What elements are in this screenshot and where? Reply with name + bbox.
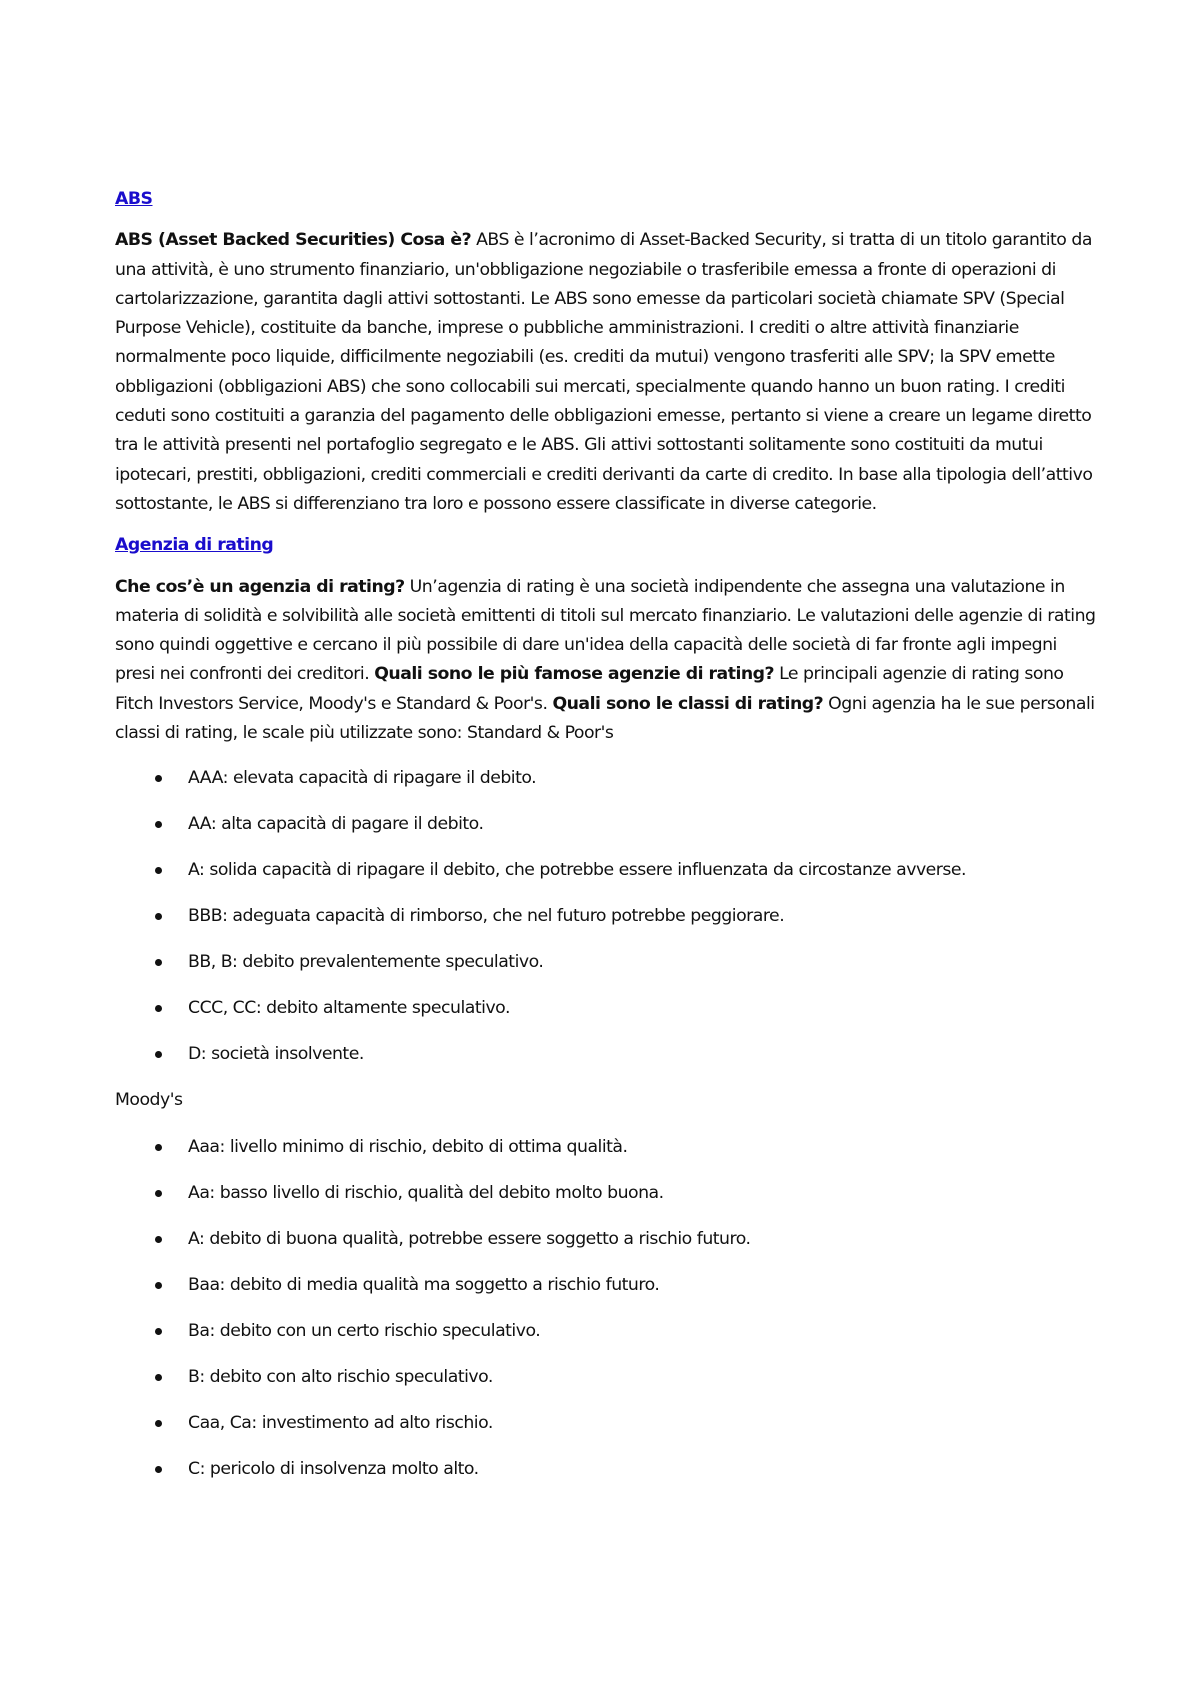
agency-answer-3: Ogni agenzia ha le sue personali classi di rating, le scale più utilizzate sono: Standard & Poor's	[115, 693, 1095, 744]
list-item	[115, 902, 1100, 948]
bullet-icon	[155, 1190, 162, 1197]
bullet-icon	[155, 1144, 162, 1151]
list-item	[115, 1363, 1100, 1409]
list-item	[115, 1455, 1100, 1501]
document-page	[115, 185, 1100, 1501]
moodys-rating-text: A: debito di buona qualità, potrebbe essere soggetto a rischio futuro.	[188, 1228, 751, 1249]
moodys-rating-text: Aa: basso livello di rischio, qualità del debito molto buona.	[188, 1182, 664, 1203]
agency-paragraph	[115, 573, 1100, 749]
sp-rating-text: D: società insolvente.	[188, 1044, 364, 1065]
bullet-icon	[155, 1051, 162, 1058]
moodys-label: Moody's	[115, 1090, 183, 1111]
moodys-rating-list	[115, 1133, 1100, 1501]
list-item	[115, 994, 1100, 1040]
bullet-icon	[155, 867, 162, 874]
abs-paragraph	[115, 226, 1100, 519]
list-item	[115, 1179, 1100, 1225]
moodys-rating-text: Ba: debito con un certo rischio speculativo.	[188, 1320, 541, 1341]
list-item	[115, 1409, 1100, 1455]
sp-rating-text: BB, B: debito prevalentemente speculativo.	[188, 952, 544, 973]
agency-answer-2: Le principali agenzie di rating sono Fitch Investors Service, Moody's e Standard & Poor's.	[115, 664, 1064, 714]
sp-rating-text: BBB: adeguata capacità di rimborso, che nel futuro potrebbe peggiorare.	[188, 906, 785, 927]
bullet-icon	[155, 821, 162, 828]
moodys-rating-text: Aaa: livello minimo di rischio, debito di ottima qualità.	[188, 1136, 628, 1157]
agency-question-2: Quali sono le più famose agenzie di rating?	[374, 664, 775, 685]
sp-rating-text: AA: alta capacità di pagare il debito.	[188, 814, 484, 835]
list-item	[115, 1317, 1100, 1363]
abs-heading-link[interactable]: ABS	[115, 189, 153, 209]
abs-body-text: ABS è l’acronimo di Asset-Backed Security, si tratta di un titolo garantito da una attività, è uno strumento finanziario, un'obbligazione negoziabile o trasferibile emessa a fronte di operazioni di cartolarizzazione, garantita dagli attivi sottostanti. Le ABS sono emesse da particolari società chiamate SPV (Special Purpose Vehicle), costituite da banche, imprese o pubbliche amministrazioni. I crediti o altre attività finanziarie normalmente poco liquide, difficilmente negoziabili (es. crediti da mutui) vengono trasferiti alle SPV; la SPV emette obbligazioni (obbligazioni ABS) che sono collocabili sui mercati, specialmente quando hanno un buon rating. I crediti ceduti sono costituiti a garanzia del pagamento delle obbligazioni emesse, pertanto si viene a creare un legame diretto tra le attività presenti nel portafoglio segregato e le ABS. Gli attivi sottostanti solitamente sono costituiti da mutui ipotecari, prestiti, obbligazioni, crediti commerciali e crediti derivanti da carte di credito. In base alla tipologia dell’attivo sottostante, le ABS si differenziano tra loro e possono essere classificate in diverse categorie.	[115, 230, 1093, 514]
agency-answer-1: Un’agenzia di rating è una società indipendente che assegna una valutazione in materia di solidità e solvibilità alle società emittenti di titoli sul mercato finanziario. Le valutazioni delle agenzie di rating sono quindi oggettive e cercano il più possibile di dare un'idea della capacità delle società di far fronte agli impegni presi nei confronti dei creditori.	[115, 576, 1096, 685]
list-item	[115, 1225, 1100, 1271]
bullet-icon	[155, 1328, 162, 1335]
moodys-rating-text: C: pericolo di insolvenza molto alto.	[188, 1458, 479, 1479]
bullet-icon	[155, 1282, 162, 1289]
bullet-icon	[155, 959, 162, 966]
agency-question-1: Che cos’è un agenzia di rating?	[115, 576, 405, 597]
agency-question-3: Quali sono le classi di rating?	[552, 693, 824, 714]
list-item	[115, 948, 1100, 994]
bullet-icon	[155, 1374, 162, 1381]
bullet-icon	[155, 913, 162, 920]
bullet-icon	[155, 1236, 162, 1243]
list-item	[115, 1271, 1100, 1317]
moodys-rating-text: Caa, Ca: investimento ad alto rischio.	[188, 1412, 493, 1433]
sp-rating-list	[115, 764, 1100, 1086]
abs-lead-bold: ABS (Asset Backed Securities) Cosa è?	[115, 230, 472, 251]
moodys-rating-text: Baa: debito di media qualità ma soggetto a rischio futuro.	[188, 1274, 660, 1295]
list-item	[115, 1133, 1100, 1179]
list-item	[115, 1040, 1100, 1086]
list-item	[115, 764, 1100, 810]
bullet-icon	[155, 775, 162, 782]
sp-rating-text: AAA: elevata capacità di ripagare il debito.	[188, 768, 537, 789]
bullet-icon	[155, 1005, 162, 1012]
bullet-icon	[155, 1420, 162, 1427]
moodys-rating-text: B: debito con alto rischio speculativo.	[188, 1366, 493, 1387]
bullet-icon	[155, 1466, 162, 1473]
sp-rating-text: A: solida capacità di ripagare il debito, che potrebbe essere influenzata da circostanze avverse.	[188, 860, 967, 881]
sp-rating-text: CCC, CC: debito altamente speculativo.	[188, 998, 510, 1019]
agency-heading-link[interactable]: Agenzia di rating	[115, 535, 274, 556]
list-item	[115, 856, 1100, 902]
list-item	[115, 810, 1100, 856]
